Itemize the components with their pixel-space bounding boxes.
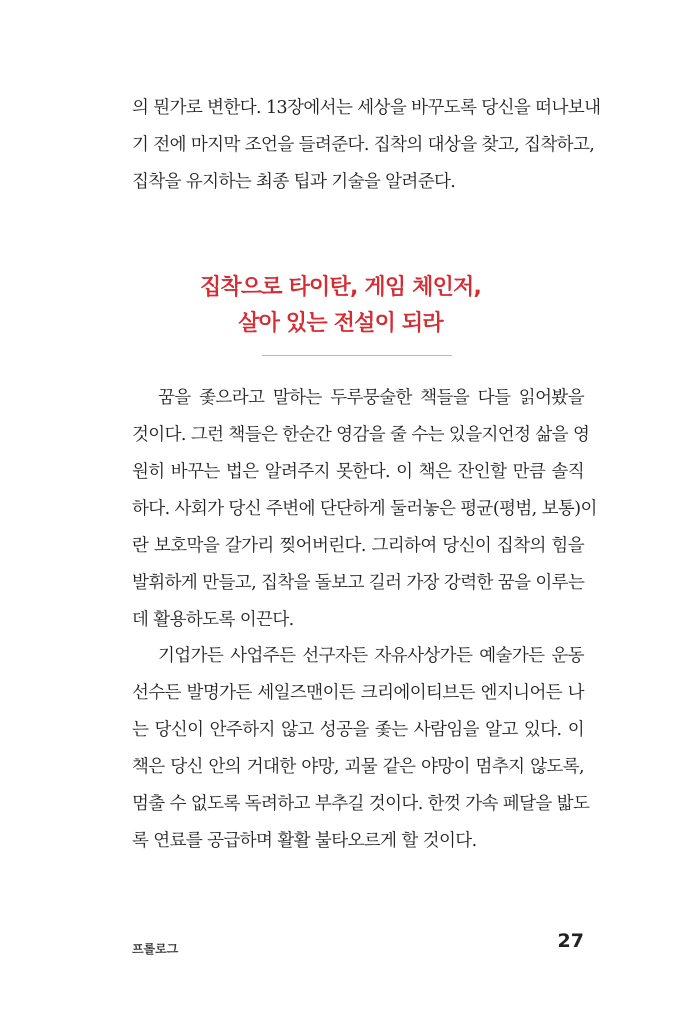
- top-paragraph: [132, 90, 601, 201]
- page-number: 27: [557, 930, 584, 952]
- text-line: 원히 바꾸는 법은 알려주지 못한다. 이 책은 잔인할 만큼 솔직: [132, 462, 584, 482]
- text-line: 집착을 유지하는 최종 팁과 기술을 알려준다.: [132, 172, 456, 192]
- heading-divider: [262, 355, 452, 356]
- text-line: 책은 당신 안의 거대한 야망, 괴물 같은 야망이 멈추지 않도록,: [132, 757, 584, 777]
- text-line: 꿈을 좇으라고 말하는 두루뭉술한 책들을 다들 읽어봤을: [158, 388, 584, 408]
- heading-line-2: 살아 있는 전설이 되라: [238, 311, 443, 336]
- text-line: 란 보호막을 갈가리 찢어버린다. 그리하여 당신이 집착의 힘을: [132, 536, 584, 556]
- text-line: 는 당신이 안주하지 않고 성공을 좇는 사람임을 알고 있다. 이: [132, 720, 584, 740]
- paragraph-1: [132, 380, 597, 639]
- heading-line-1: 집착으로 타이탄, 게임 체인저,: [199, 275, 482, 300]
- text-line: 데 활용하도록 이끈다.: [132, 610, 294, 630]
- text-line: 선수든 발명가든 세일즈맨이든 크리에이티브든 엔지니어든 나: [132, 683, 584, 703]
- paragraph-2: [132, 638, 590, 860]
- text-line: 기 전에 마지막 조언을 들려준다. 집착의 대상을 찾고, 집착하고,: [132, 135, 595, 155]
- text-line: 의 뭔가로 변한다. 13장에서는 세상을 바꾸도록 당신을 떠나보내: [132, 98, 601, 118]
- text-line: 하다. 사회가 당신 주변에 단단하게 둘러놓은 평균(평범, 보통)이: [132, 499, 597, 519]
- running-footer-section: 프롤로그: [132, 942, 179, 956]
- text-line: 기업가든 사업주든 선구자든 자유사상가든 예술가든 운동: [158, 646, 584, 666]
- text-line: 것이다. 그런 책들은 한순간 영감을 줄 수는 있을지언정 삶을 영: [132, 425, 590, 445]
- text-line: 발휘하게 만들고, 집착을 돌보고 길러 가장 강력한 꿈을 이루는: [132, 573, 585, 593]
- section-heading: [0, 270, 681, 342]
- text-line: 멈출 수 없도록 독려하고 부추길 것이다. 한껏 가속 페달을 밟도: [132, 794, 590, 814]
- text-line: 록 연료를 공급하며 활활 불타오르게 할 것이다.: [132, 831, 477, 851]
